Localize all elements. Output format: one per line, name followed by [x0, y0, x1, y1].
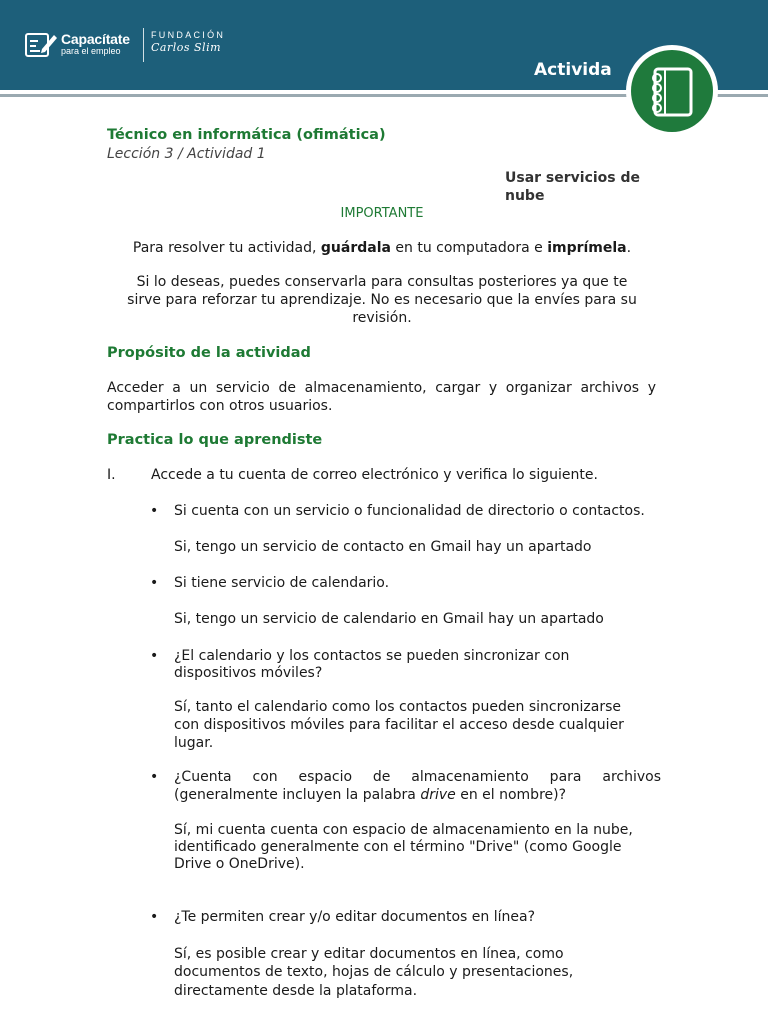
answer-4-line1: Sí, mi cuenta cuenta con espacio de almacenamiento en la nube,	[174, 822, 633, 838]
important-label: IMPORTANTE	[340, 206, 424, 221]
notebook-icon	[631, 50, 713, 132]
topic-title-line1: Usar servicios de	[505, 170, 641, 186]
answer-4-line3: Drive o OneDrive).	[174, 856, 305, 872]
answer-4-line2: identificado generalmente con el término "Drive" (como Google	[174, 839, 622, 855]
answer-5-line2: documentos de texto, hojas de cálculo y presentaciones,	[174, 964, 574, 980]
practice-heading: Practica lo que aprendiste	[107, 432, 323, 448]
bullet-5: •	[150, 909, 159, 925]
bullet-2: •	[150, 575, 159, 591]
question-3-line1: ¿El calendario y los contactos se pueden sincronizar con	[174, 648, 570, 664]
answer-3-line2: con dispositivos móviles para facilitar el acceso desde cualquier	[174, 717, 624, 733]
lesson-label: Lección 3 / Actividad 1	[107, 146, 266, 162]
logo-divider	[143, 28, 144, 62]
step-text: Accede a tu cuenta de correo electrónico y verifica lo siguiente.	[151, 467, 598, 483]
logo-title: Capacítate	[61, 31, 130, 47]
answer-3-line3: lugar.	[174, 735, 214, 751]
topic-title-line2: nube	[505, 188, 545, 204]
notice-end: .	[626, 240, 632, 256]
foundation-label: FUNDACIÓN	[151, 30, 226, 40]
notice-bold-print: imprímela	[547, 240, 627, 256]
logo-subtitle: para el empleo	[61, 46, 121, 56]
bullet-1: •	[150, 503, 159, 519]
notice-mid: en tu computadora e	[390, 240, 548, 256]
course-title: Técnico en informática (ofimática)	[107, 127, 386, 143]
answer-2: Si, tengo un servicio de calendario en Gmail hay un apartado	[174, 611, 604, 627]
question-4-line2	[174, 786, 566, 804]
purpose-heading: Propósito de la actividad	[107, 345, 311, 361]
question-4-pre: (generalmente incluyen la palabra	[174, 787, 421, 803]
question-4-line1: ¿Cuenta con espacio de almacenamiento para archivos	[174, 769, 661, 785]
purpose-line1: Acceder a un servicio de almacenamiento, cargar y organizar archivos y	[107, 380, 656, 396]
capacitate-logo-icon	[24, 31, 58, 59]
question-4-italic: drive	[420, 787, 456, 803]
answer-5-line1: Sí, es posible crear y editar documentos en línea, como	[174, 946, 564, 962]
step-number: I.	[107, 467, 116, 483]
keep-text-line3: revisión.	[352, 310, 412, 326]
notice-bold-save: guárdala	[320, 240, 391, 256]
bullet-4: •	[150, 769, 159, 785]
notice-pre: Para resolver tu actividad,	[132, 240, 321, 256]
badge-circle	[631, 50, 713, 132]
question-2: Si tiene servicio de calendario.	[174, 575, 390, 591]
question-5: ¿Te permiten crear y/o editar documentos en línea?	[174, 909, 536, 925]
bullet-3: •	[150, 648, 159, 664]
foundation-name: Carlos Slim	[151, 41, 222, 54]
answer-1: Si, tengo un servicio de contacto en Gmail hay un apartado	[174, 539, 592, 555]
question-4-post: en el nombre)?	[455, 787, 567, 803]
question-3-line2: dispositivos móviles?	[174, 665, 323, 681]
answer-5-line3: directamente desde la plataforma.	[174, 983, 418, 999]
keep-text-line1: Si lo deseas, puedes conservarla para consultas posteriores ya que te	[136, 274, 628, 290]
activity-badge	[626, 45, 718, 137]
keep-text-line2: sirve para reforzar tu aprendizaje. No es necesario que la envíes para su	[127, 292, 637, 308]
section-label: Activida	[534, 60, 612, 80]
question-1: Si cuenta con un servicio o funcionalidad de directorio o contactos.	[174, 503, 645, 519]
answer-3-line1: Sí, tanto el calendario como los contactos pueden sincronizarse	[174, 699, 621, 715]
notice-text	[107, 239, 657, 257]
purpose-line2: compartirlos con otros usuarios.	[107, 398, 333, 414]
